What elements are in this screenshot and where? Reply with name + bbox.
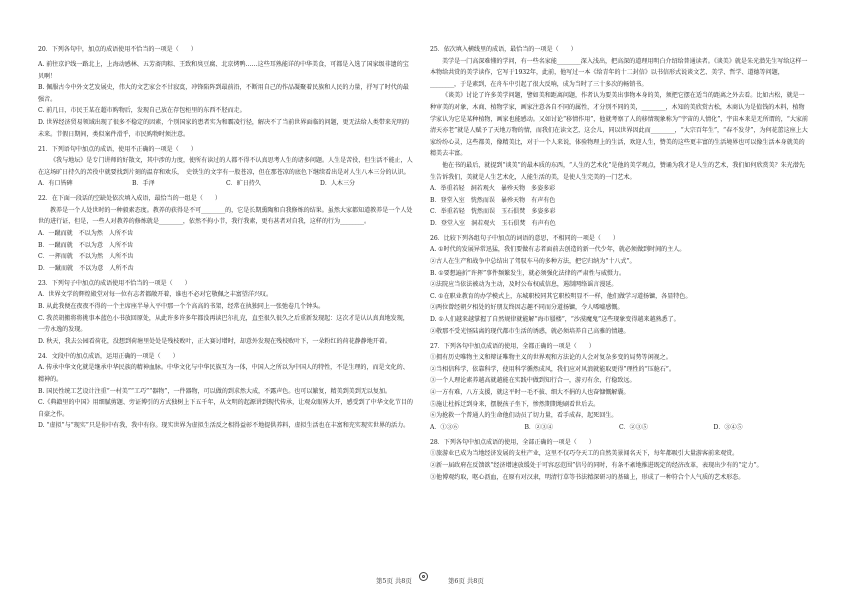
q26-option-d1: D. ①人们越来越掌握了自然规律就能解“海市蜃楼”，“沙漠魔鬼”这些现象变得越来越熟悉了。 xyxy=(430,316,680,324)
q25-option-c: C．举重若轻 恍然而误 玉石俱焚 多姿多彩 xyxy=(430,208,556,216)
q21-option-b: B．手泽 xyxy=(132,180,155,188)
q26-option-c1: C. ①在职业教育的办学模式上，东城职校同其它职校明显不一样，他们做学习道扬镳，各显特色。 xyxy=(430,292,692,300)
q20-option-b: B. 佩服古今中外文艺发展史，伟大的文艺家会不甘寂寞，冲锋陷阵到最前沿，不断用自己的作品凝聚着民族和人民的力量，抒写了时代的最强音。 xyxy=(38,84,409,103)
q27-item-4: ④一方有难，八方支援，就这平时一毛不拔、细大不捐的人也奋慷慨解囊。 xyxy=(430,389,630,396)
right-column xyxy=(430,44,808,483)
q23-option-b: B. 从此我便在夜夜不得的一个主席座半导入平中那一个个高高的书架，经常在执独同上一张弛卷几个钟头。 xyxy=(38,303,325,311)
q26-option-d2: ②敬那不受光怪陆离的现代都市生活的诱惑，就必须培养自己高雅的情趣。 xyxy=(430,327,630,335)
q24-option-c: C.《典籍里的中国》用细腻剪题、旁证博引的方式独树上下五千年，从文明的起源讲到现代传承，让观众眼界大开，感受到了中华文化节目的自豪之作。 xyxy=(38,399,413,418)
q22-passage: 教养是一个人处世时的一种毅素态度。教养的获得是不可________的，它是长期熏陶和自我修炼的结果。虽然大家都知道教养是一个人处世的进行证，但是，一些人对教养的修炼就是________，依然不拘小节，我行我素，更有甚者对自我，这样的行为________。 xyxy=(38,206,413,226)
q26-option-a1: A. ①时代的发展异常迅猛，我们要做有志者面前去创造的新一代少年，就必须做到时间的主人。 xyxy=(430,246,686,254)
q28-item-3: ③他博观约取，呕心沥血，在原有对汉隶，明清行草等书法精深研习的基础上，形成了一种符合个人气质的艺术形态。 xyxy=(430,473,745,481)
q25-paragraph-1: 美学是一门高深难懂的学问，有一些名家能________深入浅出，把高深的道理用明白介绍给普通读者。《谈美》就是朱光潜先生写给这样一本物给共赏的美学读作，它写于1932年，此前，他写过一本《给青年的十二封信》以书信形式说谈文艺、美学、哲学、道德等问题，________，于是素到，在舟车中引起了很大反响，成为当时了三十多次的畅销书。 xyxy=(430,57,808,88)
q27-option-b: B．②③④ xyxy=(524,423,554,431)
q27-item-3: ③一个人理论素养越高就越能在实践中做到知行合一，游刃有余，行稳致远。 xyxy=(430,377,636,385)
q25-option-a: A．举重若轻 洞若观火 暴殄天物 多姿多彩 xyxy=(430,185,556,193)
q21-passage: 《我与地坛》是专门讲师的好散文，其中涉的力度，使所有读过的人都不得不认真思考人生的诸多问题。人生是苦役，但生活不能止，人在这场旷日持久的苦役中就要找到片刻的温存和欢乐， 史铁生的文字有一股苍凉，但在那苍凉的底色下继续看出是对人生八本三分的认识。 xyxy=(38,157,413,176)
q27-option-d: D．③④⑤ xyxy=(713,423,743,431)
q28-stem: 28．下列各句中加点成语的使用，全部正确的一项是（ ） xyxy=(430,438,595,446)
q27-item-2: ②当相信科学，依靠科学，使用科学循然成风，我们应对风浪就能取更得”理性的“压舱石”。 xyxy=(430,365,675,373)
q21-option-a: A．有口皆碑 xyxy=(38,180,73,188)
q26-option-b2: ②法院应当依法被动为主动，及时公布权威信息，遏制网络谣言漫延。 xyxy=(430,281,618,289)
q23-option-a: A．世界文学的辉煌殿堂对每一位有志者都敞开着，谁也不必对它敬佩之丰富望洋兴叹。 xyxy=(38,291,273,299)
q28-item-2: ②新一届政府在反馈欲“经济增速放缓处于可容忍范围”信号的同时，有条不紊地推进既定的经济改革，表现出少有的“定力”。 xyxy=(430,461,763,469)
q25-option-d: D．登堂入室 洞若观火 玉石俱焚 有声有色 xyxy=(430,219,556,227)
q27-item-1: ①拥有历史唯物主义和辩证唯物主义的世界观和方法论的人会对复杂多变的局势等闲视之。 xyxy=(430,354,672,362)
q24-stem: 24．文段中的加点成语，运用正确的一项是（ ） xyxy=(38,352,179,360)
q23-stem: 23．下列句子中加点的成语使用不恰当的一项是（ ） xyxy=(38,279,191,287)
binding-hole-icon xyxy=(419,572,428,581)
q20-option-a: A. 前往京沪线一路北上，上海动感林、五芳斋肉粽、王致和臭豆腐、北京烤鸭……这些耳熟能详的中华美食，可都是入选了国家级非遗的宝贝啊！ xyxy=(38,60,409,80)
q23-option-d: D. 秋天，我去公园看荷花，没想到荷塘里处处是残枝败叶，正大赛讨增时，却意外发现在残枝败叶下，一朵粉红的荷花静静地开着。 xyxy=(38,337,391,345)
q25-stem: 25．依次填入横线里的成语，最恰当的一项是（ ） xyxy=(430,46,577,53)
q27-options xyxy=(430,422,808,434)
q22-option-a: A．一蹴而就 不以为然 人所不齿 xyxy=(38,230,134,238)
q27-item-6: ⑥为抢救一个普通人的生命他们动员了切力量，看手成春，起死回生。 xyxy=(430,412,618,420)
q28-item-1: ①旅游业已成为当地经济发展的支柱产业，这里不仅巧夺天工的自然美景闻名天下，每年都吸引大量游客前来观赏。 xyxy=(430,450,739,458)
footer-page-6: 第6页 共8页 xyxy=(448,577,484,585)
q24-option-a: A. 传承中华文化就是继承中华民族的精神血脉。中华文化与中华民族互为一体，中国人之所以为中国人的特性，不是生理的，而是文化的、精神的。 xyxy=(38,364,409,383)
q27-option-a: A．①③⑥ xyxy=(430,423,459,431)
q24-option-d: D. “虚拟”与“现实”只是你中有我，我中有你。现实世界为虚拟生活反之相得益彰不地提供养料，虚拟生活也在丰富和充实现实世界的活力。 xyxy=(38,422,410,430)
left-column xyxy=(38,44,414,432)
q25-paragraph-2: 《谈美》讨论了许多美学问题，譬如美和距离问题，作者认为要美出事物本身的美，须把它摆在适当的距离之外去看。比如古松，就是一种审美的对象，木商、植物学家，画家注意各自不同的属性，才分别不同的美，________，木知的美欣赏古松，木商认为是值钱的木料，植物学家认为它是某种植物，画家也能感动。又如讨论“移情作用”，他就考察了人的移情现象称为“宇宙的人情化”，宇宙本来是无所谓的，“大家前清天亦老”就是人赋予了天地万物的情，而我们在读文艺，这会儿，同以世界因此而________，“大宗百年生”，“春不发芽”，为何花蕾这座上大家纷纷心灵，这些都美，像精美比，对于一个人来说，体验物理上的生活，欢迎人生，赞美的这些更丰富的生活境界也可以像生活本身就美的精美去丰富。 xyxy=(430,92,808,158)
q25-paragraph-3: 他在书的最后，就提到“谈美”的最本质的东西，“人生的艺术化”是他的美学观点，赞诵为我才是人生的艺术，我们如何欣赏美？朱光潜先生告诉我们，美就是人生艺术化，人能生活的美，是使人生完美的一门艺术。 xyxy=(430,161,805,181)
q26-option-a2: ②古人在生产和战争中总结出了驾驭车马的多种方法，把它归纳为“十八式”。 xyxy=(430,258,636,266)
q27-option-c: C．②③⑤ xyxy=(619,423,648,431)
q27-stem: 27．下列各句中加点成语的使用，全都正确的一项是（ ） xyxy=(430,342,595,350)
q20-stem: 20．下列各句中，加点的成语使用不恰当的一项是（ ） xyxy=(38,46,197,53)
q26-stem: 26．比较下列各组句子中加点的词语的意思，不相同的一项是（ ） xyxy=(430,234,619,242)
q23-option-c: C. 我茨胡搬将将挑事本蓝色小书放回原处，从此许多许多年都没再读巴尔扎克，直至很久很久之后重新发现起：这次才是认认真真地发现，一劳永逸的发现。 xyxy=(38,314,409,334)
footer-page-5: 第5页 共8页 xyxy=(376,577,412,585)
q22-option-c: C．一挥而就 不以为然 人所不齿 xyxy=(38,253,134,261)
q25-option-b: B．登堂入室 恍然而误 暴殄天物 有声有色 xyxy=(430,196,556,204)
q21-option-d: D．人木三分 xyxy=(320,180,356,188)
q22-option-b: B．一蹴而就 不以为意 人所不齿 xyxy=(38,241,134,249)
q21-options xyxy=(38,178,414,190)
q26-option-c2: ②两位曾经朝夕相处的好朋友终因志趣不同而分道扬镳，令人唏嘘感慨。 xyxy=(430,304,624,312)
q22-option-d: D．一蹴而就 不以为意 人所不齿 xyxy=(38,264,134,272)
q22-stem: 22．在下面一段话的空缺处依次填入成语，最恰当的一组是（ ） xyxy=(38,195,221,203)
q27-item-5: ⑤施让杜拆迁到身来，摆脱孩子坐下，惨然期期地刷看世后去。 xyxy=(430,400,600,408)
q20-option-d: D. 世界经济贸易领域出现了很多不稳定的因素，个别国家的患者实为和霸凌行径，解决不了当前世界面临的问题，更无法给人类带来光明的未来。节假日期间，类似案件滑乎，市民购物时须注意。 xyxy=(38,118,410,138)
q24-option-b: B. 国民性统工艺设计注重“一村美”“工巧”“器物”，一件器物，可以做的到求然大成，不露声色。也可以繁复，精美到美到无以复加。 xyxy=(38,387,391,395)
q21-stem: 21．下列语句中加点的成语，使用不正确的一项是（ ） xyxy=(38,145,197,153)
q21-option-c: C．旷日持久 xyxy=(226,180,261,188)
q26-option-b1: B. ①要想遍折“许挥”事件频繁发生，就必须强化法律的严肃性与威慑力。 xyxy=(430,269,626,277)
q20-option-c: C. 前几日，市民王某在超市购物后，发现自己放在存包柜里的东西不胫而走。 xyxy=(38,107,246,115)
